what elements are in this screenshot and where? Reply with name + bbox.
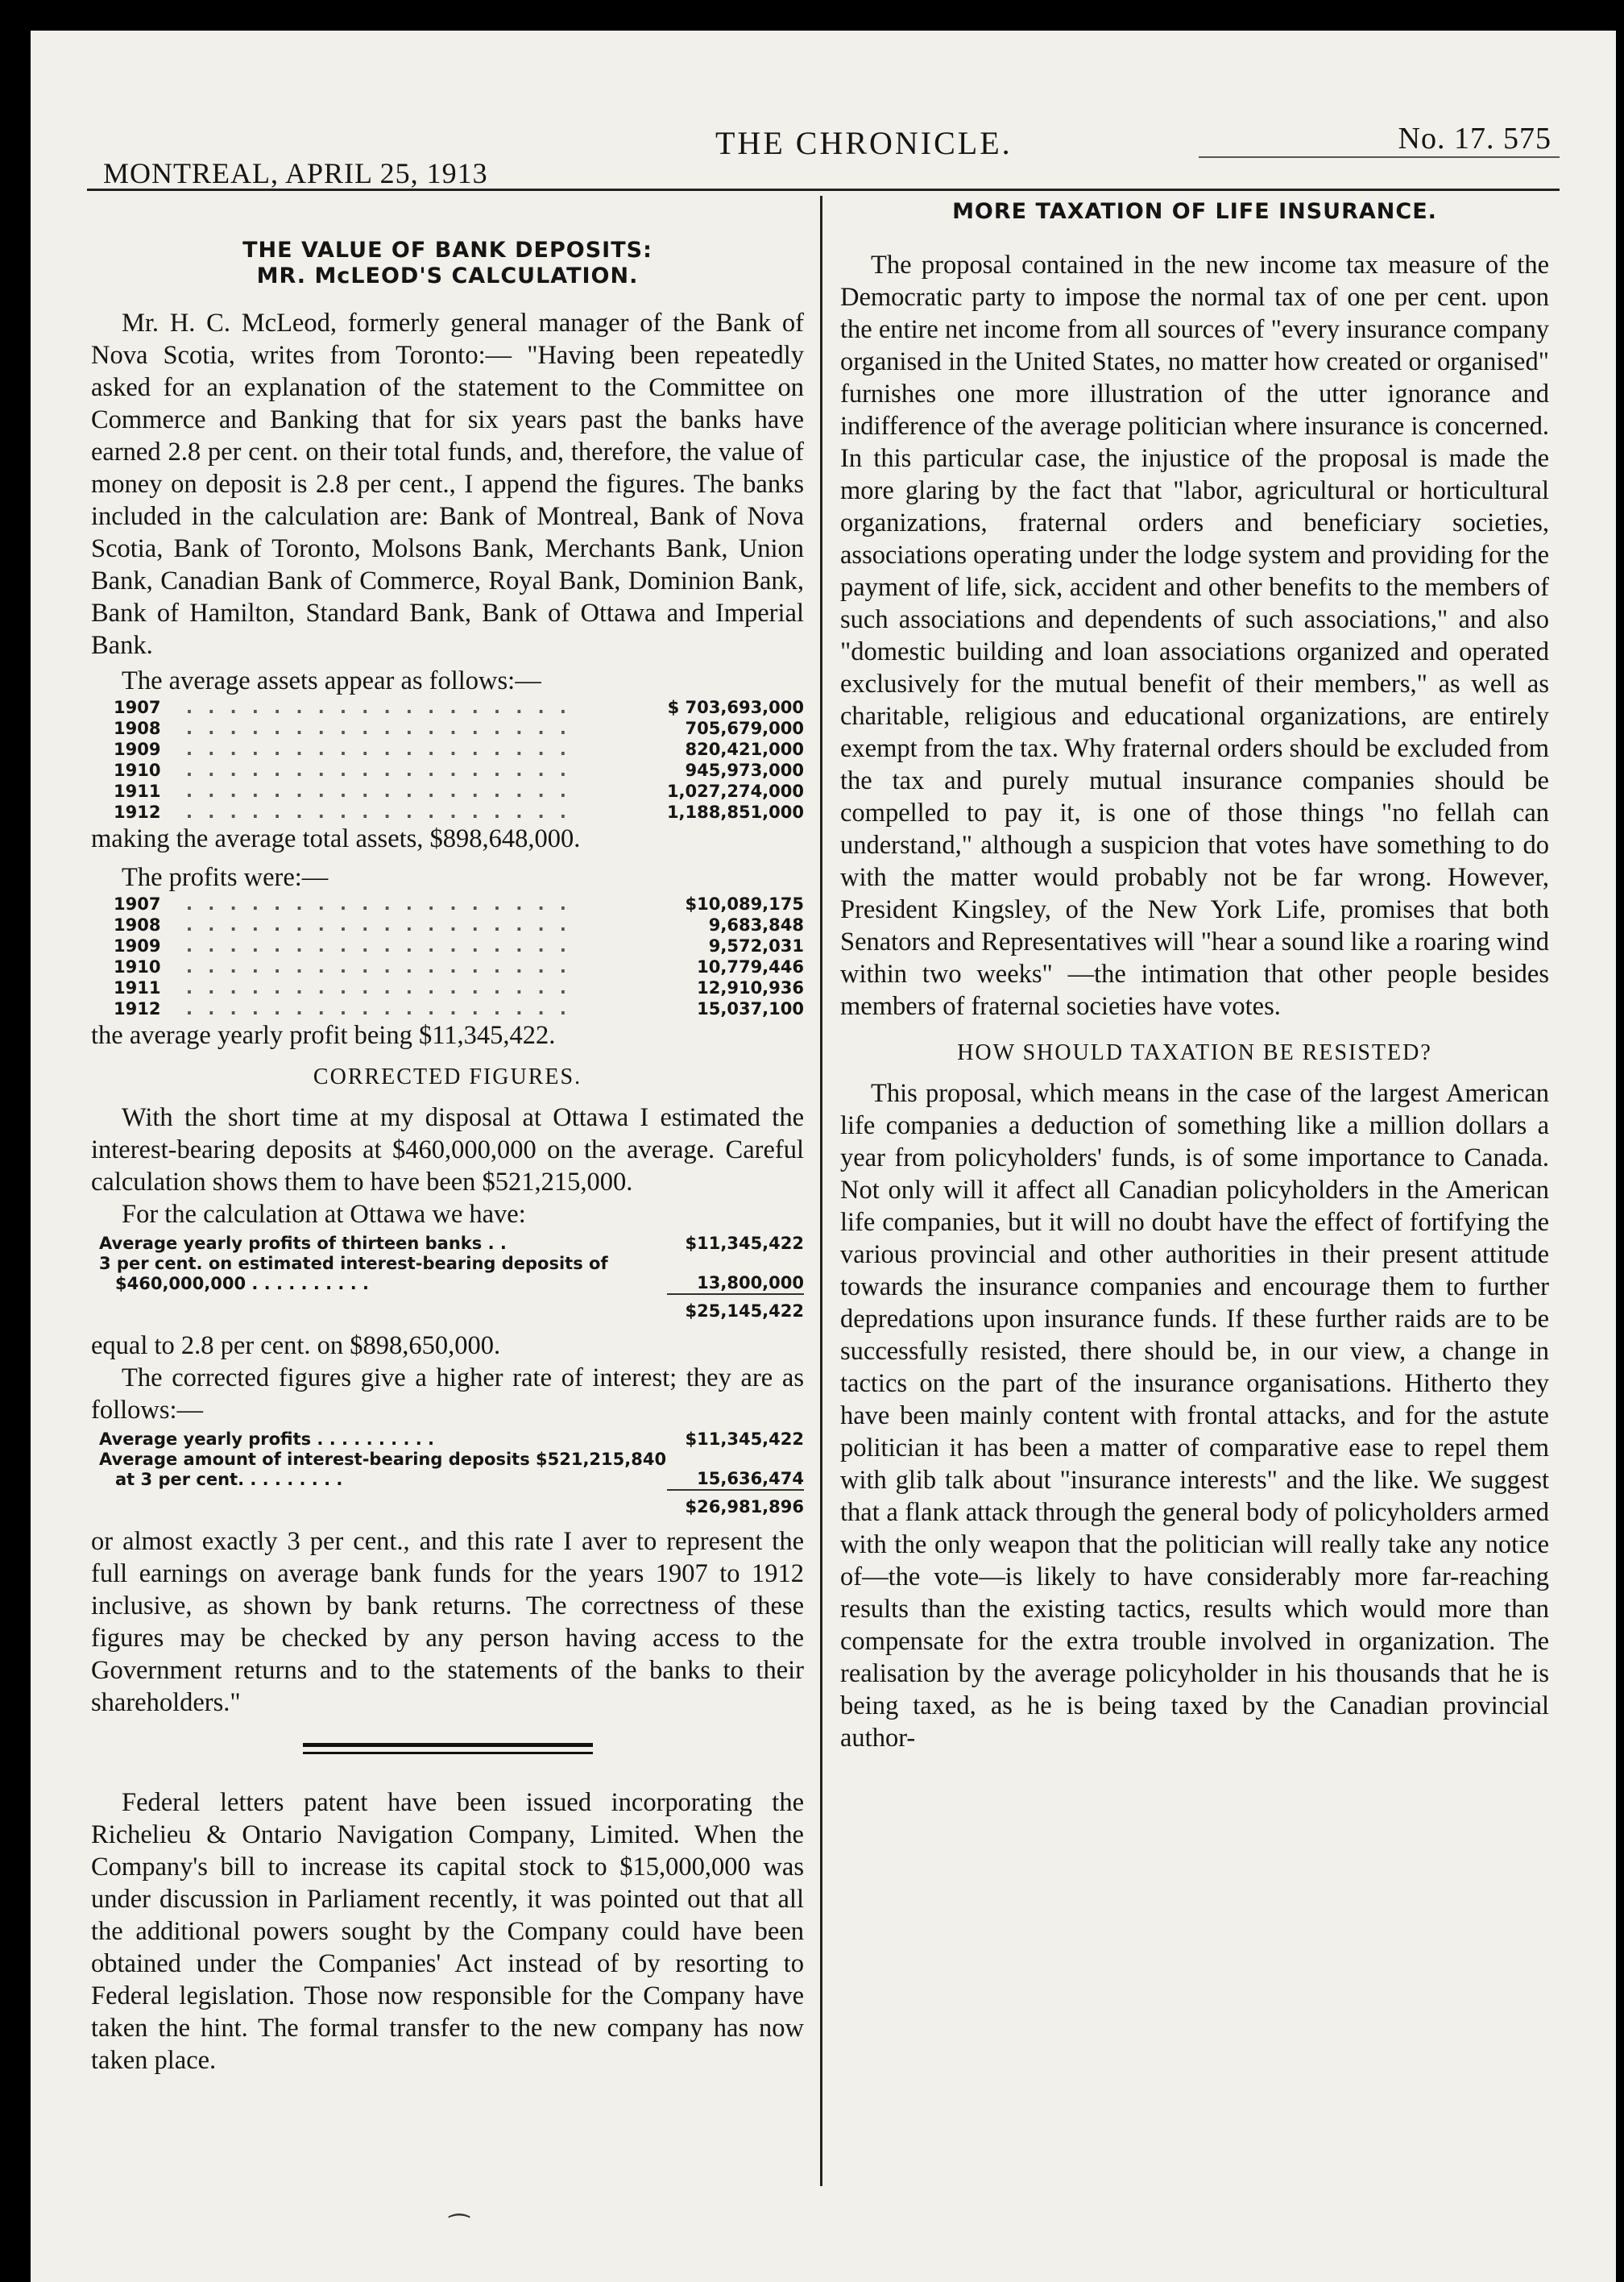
scan-mark: ⁀	[450, 2215, 470, 2242]
leader-dots: . . . . . . . . . . . . . . . . . .	[186, 698, 571, 717]
leader-dots: . . . . . . . . . . . . . . . . . .	[186, 782, 571, 801]
amount-cell: 12,910,936	[697, 978, 804, 998]
publication-title: THE CHRONICLE.	[715, 125, 1013, 161]
calc-value: $11,345,422	[685, 1429, 804, 1449]
year-cell: 1911	[114, 978, 161, 998]
table-row	[91, 739, 804, 760]
calc-total: $25,145,422	[667, 1294, 804, 1326]
paragraph-corrected: The corrected figures give a higher rate of interest; they are as follows:—	[91, 1363, 804, 1425]
table-row	[91, 915, 804, 936]
profits-summary: the average yearly profit being $11,345,422.	[91, 1021, 556, 1050]
profits-intro: The profits were:—	[122, 863, 329, 892]
leader-dots: . . . . . . . . . . . . . . . . . .	[186, 999, 571, 1019]
assets-intro: The average assets appear as follows:—	[122, 666, 541, 695]
table-row	[91, 894, 804, 915]
newspaper-page	[31, 31, 1616, 2282]
amount-cell: 10,779,446	[697, 957, 804, 977]
calc-label: Average yearly profits of thirteen banks . .	[99, 1234, 507, 1253]
running-head	[103, 121, 1552, 189]
corrected-figures-heading: CORRECTED FIGURES.	[313, 1064, 582, 1089]
year-cell: 1908	[114, 719, 161, 738]
amount-cell: $10,089,175	[685, 894, 804, 914]
ottawa-calculation	[91, 1234, 804, 1326]
year-cell: 1907	[114, 894, 161, 914]
year-cell: 1910	[114, 761, 161, 780]
ottawa-intro: For the calculation at Ottawa we have:	[122, 1200, 526, 1229]
leader-dots: . . . . . . . . . . . . . . . . . .	[186, 719, 571, 738]
amount-cell: 1,027,274,000	[666, 782, 804, 801]
article-title-taxation: MORE TAXATION OF LIFE INSURANCE.	[952, 199, 1437, 224]
table-row	[91, 998, 804, 1019]
amount-cell: $ 703,693,000	[667, 698, 804, 717]
year-cell: 1910	[114, 957, 161, 977]
column-divider	[820, 196, 822, 2186]
year-cell: 1909	[114, 740, 161, 759]
subheading-resisted: HOW SHOULD TAXATION BE RESISTED?	[957, 1040, 1432, 1065]
calc-value: 13,800,000	[697, 1273, 804, 1292]
paragraph-resistance: This proposal, which means in the case of the largest American life companies a deduction of something like a million dollars a year from policyholders' funds, is of some importance to Canada. Not only will it affect all Canadian policyholders in the American life companies, but it will no doubt have the effect of fortifying the various provincial and other authorities in their present attitude towards the insurance companies and encourage them to further depredations upon insurance funds. If these further raids are to be successfully resisted, there should be, in our view, a change in tactics on the part of the insurance organisations. Hitherto they have been mainly content with frontal attacks, and for the astute politician it has been a matter of comparative ease to repel them with glib talk about "insurance interests" and the like. We suggest that a flank attack through the general body of policyholders armed with the only weapon that the politician will really take any notice of—the vote—is likely to have considerably more far-reaching results than the existing tactics, results which would more than compensate for the extra trouble involved in organization. The realisation by the average policyholder in his thousands that he is being taxed, as he is being taxed by the Canadian provincial author-	[840, 1079, 1549, 1753]
year-cell: 1912	[114, 803, 161, 822]
leader-dots: . . . . . . . . . . . . . . . . . .	[186, 740, 571, 759]
article-title-line2: MR. McLEOD'S CALCULATION.	[256, 263, 639, 288]
profits-table	[91, 894, 804, 1019]
assets-summary: making the average total assets, $898,648,000.	[91, 824, 581, 853]
amount-cell: 15,037,100	[697, 999, 804, 1019]
header-rule	[87, 189, 1560, 191]
table-row	[91, 718, 804, 739]
leader-dots: . . . . . . . . . . . . . . . . . .	[186, 978, 571, 998]
leader-dots: . . . . . . . . . . . . . . . . . .	[186, 894, 571, 914]
table-row	[91, 1429, 804, 1450]
calc-total: $26,981,896	[667, 1490, 804, 1522]
table-row	[91, 1234, 804, 1254]
table-row	[91, 977, 804, 998]
article-title-line1: THE VALUE OF BANK DEPOSITS:	[242, 238, 652, 263]
amount-cell: 705,679,000	[685, 719, 804, 738]
calc-value: $11,345,422	[685, 1234, 804, 1253]
amount-cell: 945,973,000	[685, 761, 804, 780]
issue-date: MONTREAL, APRIL 25, 1913	[103, 157, 488, 189]
corrected-calculation	[91, 1429, 804, 1522]
left-column	[91, 196, 804, 2077]
leader-dots: . . . . . . . . . . . . . . . . . .	[186, 761, 571, 780]
table-row	[91, 781, 804, 802]
assets-table	[91, 697, 804, 823]
table-row	[91, 802, 804, 823]
paragraph-estimate: With the short time at my disposal at Ottawa I estimated the interest-bearing deposits at $460,000,000 on the average. Careful calculation shows them to have been $521,215,000.	[91, 1103, 804, 1197]
amount-cell: 1,188,851,000	[666, 803, 804, 822]
paragraph-intro: Mr. H. C. McLeod, formerly general manager of the Bank of Nova Scotia, writes from Toronto:— "Having been repeatedly asked for an explanation of the statement to the Committee on Commerce and Banking that for six years past the banks have earned 2.8 per cent. on their total funds, and, therefore, the value of money on deposit is 2.8 per cent., I append the figures. The banks included in the calculation are: Bank of Montreal, Bank of Nova Scotia, Bank of Toronto, Molsons Bank, Merchants Bank, Union Bank, Canadian Bank of Commerce, Royal Bank, Dominion Bank, Bank of Hamilton, Standard Bank, Bank of Ottawa and Imperial Bank.	[91, 309, 804, 660]
paragraph-conclusion: or almost exactly 3 per cent., and this rate I aver to represent the full earnings on average bank funds for the years 1907 to 1912 inclusive, as shown by bank returns. The correctness of these figures may be checked by any person having access to the Government returns and to the statements of the banks to their shareholders."	[91, 1527, 804, 1717]
amount-cell: 820,421,000	[685, 740, 804, 759]
table-row	[91, 956, 804, 977]
leader-dots: . . . . . . . . . . . . . . . . . .	[186, 936, 571, 956]
paragraph-proposal: The proposal contained in the new income tax measure of the Democratic party to impose the normal tax of one per cent. upon the entire net income from all sources of "every insurance company organised in the United States, no matter how created or organised" furnishes one more illustration of the utter ignorance and indifference of the average politician where insurance is concerned. In this particular case, the injustice of the proposal is made the more glaring by the fact that "labor, agricultural or horticultural organizations, fraternal orders and beneficiary societies, associations operating under the lodge system and providing for the payment of life, sick, accident and other benefits to the members of such associations and dependents of such associations," and also "domestic building and loan associations organized and operated exclusively for the mutual benefit of their members," as well as charitable, religious and educational organizations, are entirely exempt from the tax. Why fraternal orders should be excluded from the tax and purely mutual insurance companies should be compelled to pay it, is one of those things "no fellah can understand," although a suspicion that votes have something to do with the matter would probably not be far wrong. However, President Kingsley, of the New York Life, promises that both Senators and Representatives will "hear a sound like a roaring wind within two weeks" —the intimation that other people besides members of fraternal societies have votes.	[840, 251, 1550, 1021]
calc-label: 3 per cent. on estimated interest-bearing deposits of $460,000,000 . . . . . . . . . .	[99, 1254, 608, 1293]
section-divider	[303, 1743, 593, 1754]
page-number: No. 17. 575	[1398, 122, 1552, 156]
table-row	[91, 936, 804, 956]
year-cell: 1907	[114, 698, 161, 717]
calc-value: 15,636,474	[697, 1469, 804, 1488]
header-rule-short	[1199, 156, 1560, 158]
amount-cell: 9,683,848	[708, 915, 804, 935]
paragraph-richelieu: Federal letters patent have been issued incorporating the Richelieu & Ontario Navigation Company, Limited. When the Company's bill to increase its capital stock to $15,000,000 was under discussion in Parliament recently, it was pointed out that all the additional powers sought by the Company could have been obtained under the Companies' Act instead of by resorting to Federal legislation. Those now responsible for the Company have taken the hint. The formal transfer to the new company has now taken place.	[91, 1788, 804, 2075]
year-cell: 1908	[114, 915, 161, 935]
table-row	[91, 1450, 804, 1490]
year-cell: 1909	[114, 936, 161, 956]
table-row	[91, 760, 804, 781]
calc-label: Average amount of interest-bearing deposits $521,215,840 at 3 per cent. . . . . . . . .	[99, 1450, 667, 1489]
table-row	[91, 1254, 804, 1294]
leader-dots: . . . . . . . . . . . . . . . . . .	[186, 803, 571, 822]
equal-line: equal to 2.8 per cent. on $898,650,000.	[91, 1331, 501, 1360]
table-row	[91, 1294, 804, 1326]
amount-cell: 9,572,031	[708, 936, 804, 956]
leader-dots: . . . . . . . . . . . . . . . . . .	[186, 957, 571, 977]
leader-dots: . . . . . . . . . . . . . . . . . .	[186, 915, 571, 935]
right-column	[840, 196, 1549, 1754]
table-row	[91, 1490, 804, 1522]
calc-label: Average yearly profits . . . . . . . . . .	[99, 1429, 435, 1449]
year-cell: 1911	[114, 782, 161, 801]
year-cell: 1912	[114, 999, 161, 1019]
table-row	[91, 697, 804, 718]
